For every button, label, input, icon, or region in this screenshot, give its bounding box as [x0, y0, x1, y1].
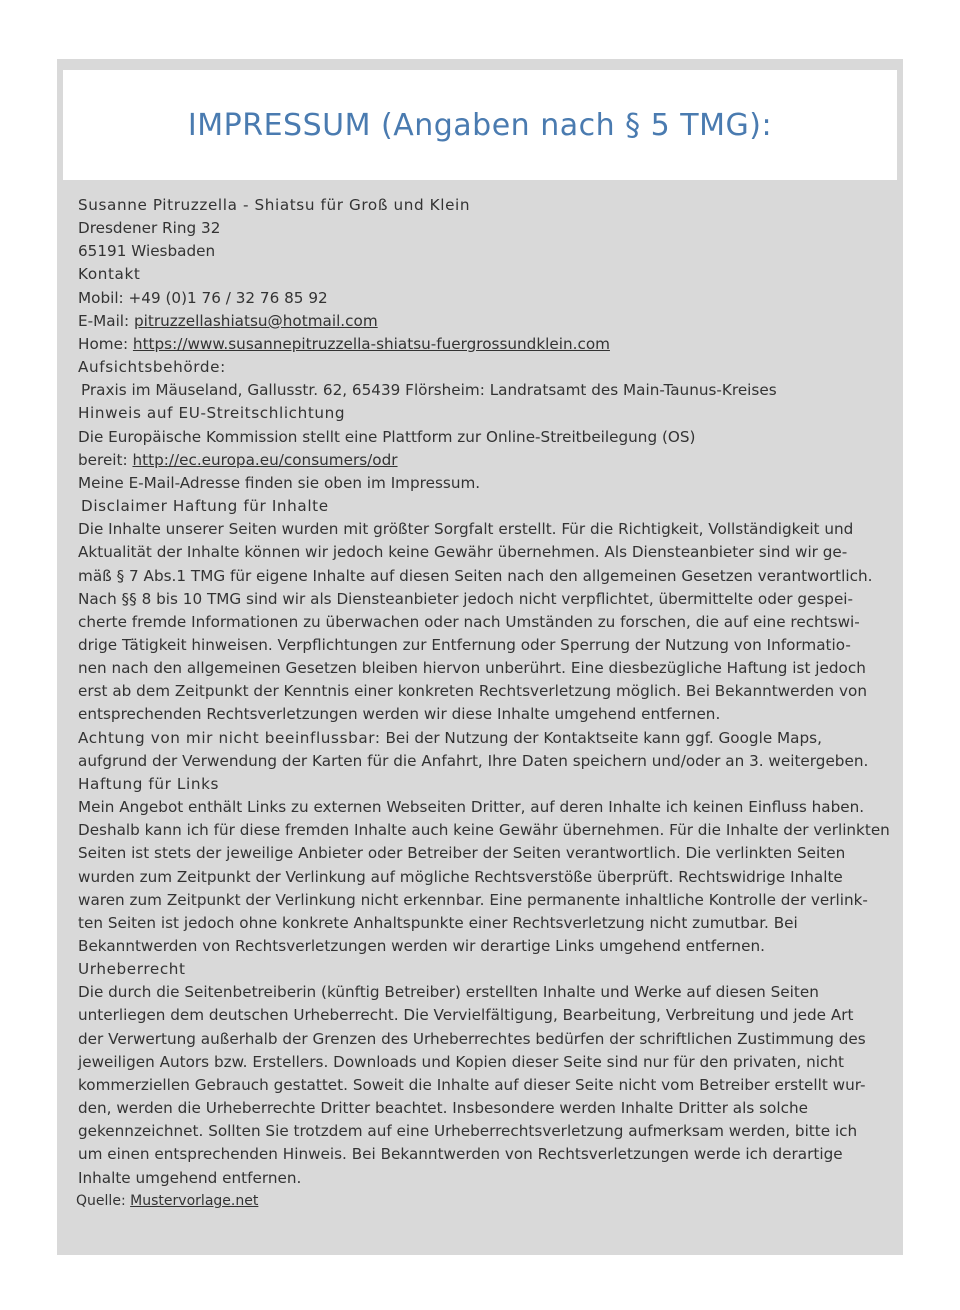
home-label: Home:: [78, 334, 133, 353]
business-name: Susanne Pitruzzella - Shiatsu für Groß und Klein: [78, 196, 471, 214]
links-liability-line: wurden zum Zeitpunkt der Verlinkung auf mögliche Rechtsverstöße überprüft. Rechtswidrige Inhalte: [78, 867, 843, 886]
copyright-line: Inhalte umgehend entfernen.: [78, 1168, 302, 1187]
links-liability-line: Seiten ist stets der jeweilige Anbieter oder Betreiber der Seiten verantwortlich. Die verlinkten Seiten: [78, 844, 846, 863]
dispute-heading: Hinweis auf EU-Streitschlichtung: [78, 404, 346, 423]
odr-link[interactable]: http://ec.europa.eu/consumers/odr: [132, 450, 398, 469]
email-link[interactable]: pitruzzellashiatsu@hotmail.com: [134, 311, 378, 330]
content-liability-heading: Disclaimer Haftung für Inhalte: [81, 497, 329, 516]
dispute-link-prefix: bereit:: [78, 450, 133, 469]
maps-notice-line: [78, 727, 903, 750]
copyright-line: gekennzeichnet. Sollten Sie trotzdem auf eine Urheberrechtsverletzung aufmerksam werden, bitte ich: [78, 1122, 858, 1141]
source-line: [76, 1190, 903, 1213]
city-address: 65191 Wiesbaden: [78, 242, 216, 261]
content-liability-line: mäß § 7 Abs.1 TMG für eigene Inhalte auf diesen Seiten nach den allgemeinen Gesetzen verantwortlich.: [78, 566, 873, 585]
links-liability-heading: Haftung für Links: [78, 774, 220, 793]
copyright-heading: Urheberrecht: [78, 960, 186, 979]
mobile-number: Mobil: +49 (0)1 76 / 32 76 85 92: [78, 288, 328, 307]
title-box: [63, 70, 897, 180]
copyright-line: Die durch die Seitenbetreiberin (künftig Betreiber) erstellten Inhalte und Werke auf diesen Seiten: [78, 983, 819, 1002]
content-liability-line: erst ab dem Zeitpunkt der Kenntnis einer konkreten Rechtsverletzung möglich. Bei Bekanntwerden von: [78, 682, 867, 701]
email-line: [78, 310, 903, 333]
contact-heading: Kontakt: [78, 265, 141, 284]
content-liability-line: drige Tätigkeit hinweisen. Verpflichtungen zur Entfernung oder Sperrung der Nutzung von Informatio-: [78, 635, 851, 654]
page-title: IMPRESSUM (Angaben nach § 5 TMG):: [187, 107, 773, 143]
home-link[interactable]: https://www.susannepitruzzella-shiatsu-fuergrossundklein.com: [132, 334, 610, 353]
copyright-line: den, werden die Urheberrechte Dritter beachtet. Insbesondere werden Inhalte Dritter als solche: [78, 1099, 808, 1118]
maps-notice-heading: Achtung von mir nicht beeinflussbar:: [78, 728, 381, 747]
links-liability-line: Deshalb kann ich für diese fremden Inhalte auch keine Gewähr übernehmen. Für die Inhalte der verlinkten: [78, 821, 890, 840]
content-liability-line: Die Inhalte unserer Seiten wurden mit größter Sorgfalt erstellt. Für die Richtigkeit, Vollständigkeit und: [78, 520, 854, 539]
content-liability-line: cherte fremde Informationen zu überwachen oder nach Umständen zu forschen, die auf eine rechtswi-: [78, 612, 860, 631]
copyright-line: um einen entsprechenden Hinweis. Bei Bekanntwerden von Rechtsverletzungen werde ich derartige: [78, 1145, 843, 1164]
content-liability-line: Nach §§ 8 bis 10 TMG sind wir als Diensteanbieter jedoch nicht verpflichtet, übermittelte oder gespei-: [78, 589, 854, 608]
email-label: E-Mail:: [78, 311, 134, 330]
source-link[interactable]: Mustervorlage.net: [130, 1192, 259, 1209]
links-liability-line: ten Seiten ist jedoch ohne konkrete Anhaltspunkte einer Rechtsverletzung nicht zumutbar. Bei: [78, 913, 798, 932]
links-liability-line: Mein Angebot enthält Links zu externen Webseiten Dritter, auf deren Inhalte ich keinen Einfluss haben.: [78, 798, 865, 817]
home-line: [78, 333, 903, 356]
copyright-line: unterliegen dem deutschen Urheberrecht. Die Vervielfältigung, Bearbeitung, Verbreitung und jede Art: [78, 1006, 854, 1025]
maps-notice-text: Bei der Nutzung der Kontaktseite kann ggf. Google Maps,: [380, 728, 822, 747]
links-liability-line: waren zum Zeitpunkt der Verlinkung nicht erkennbar. Eine permanente inhaltliche Kontrolle der verlink-: [78, 890, 868, 909]
authority-heading: Aufsichtsbehörde:: [78, 358, 226, 377]
source-label: Quelle:: [76, 1192, 131, 1209]
content-liability-line: nen nach den allgemeinen Gesetzen bleiben hiervon unberührt. Eine diesbezügliche Haftung ist jedoch: [78, 659, 866, 678]
copyright-line: jeweiligen Autors bzw. Erstellers. Downloads und Kopien dieser Seite sind nur für den privaten, nicht: [78, 1052, 844, 1071]
content-liability-line: entsprechenden Rechtsverletzungen werden wir diese Inhalte umgehend entfernen.: [78, 705, 721, 724]
copyright-line: kommerziellen Gebrauch gestattet. Soweit die Inhalte auf dieser Seite nicht vom Betreiber erstellt wur-: [78, 1075, 866, 1094]
maps-notice-line-2: aufgrund der Verwendung der Karten für die Anfahrt, Ihre Daten speichern und/oder an 3. weitergeben.: [78, 751, 869, 770]
impressum-panel: [57, 59, 903, 1255]
dispute-text: Die Europäische Kommission stellt eine Plattform zur Online-Streitbeilegung (OS): [78, 427, 696, 446]
impressum-content: [78, 194, 903, 1213]
dispute-email-note: Meine E-Mail-Adresse finden sie oben im Impressum.: [78, 473, 481, 492]
authority-text: Praxis im Mäuseland, Gallusstr. 62, 65439 Flörsheim: Landratsamt des Main-Taunus-Kreises: [81, 381, 777, 400]
dispute-link-line: [78, 449, 903, 472]
copyright-line: der Verwertung außerhalb der Grenzen des Urheberrechtes bedürfen der schriftlichen Zustimmung des: [78, 1029, 866, 1048]
links-liability-line: Bekanntwerden von Rechtsverletzungen werden wir derartige Links umgehend entfernen.: [78, 937, 765, 955]
street-address: Dresdener Ring 32: [78, 219, 221, 238]
content-liability-line: Aktualität der Inhalte können wir jedoch keine Gewähr übernehmen. Als Diensteanbieter sind wir ge-: [78, 543, 848, 562]
